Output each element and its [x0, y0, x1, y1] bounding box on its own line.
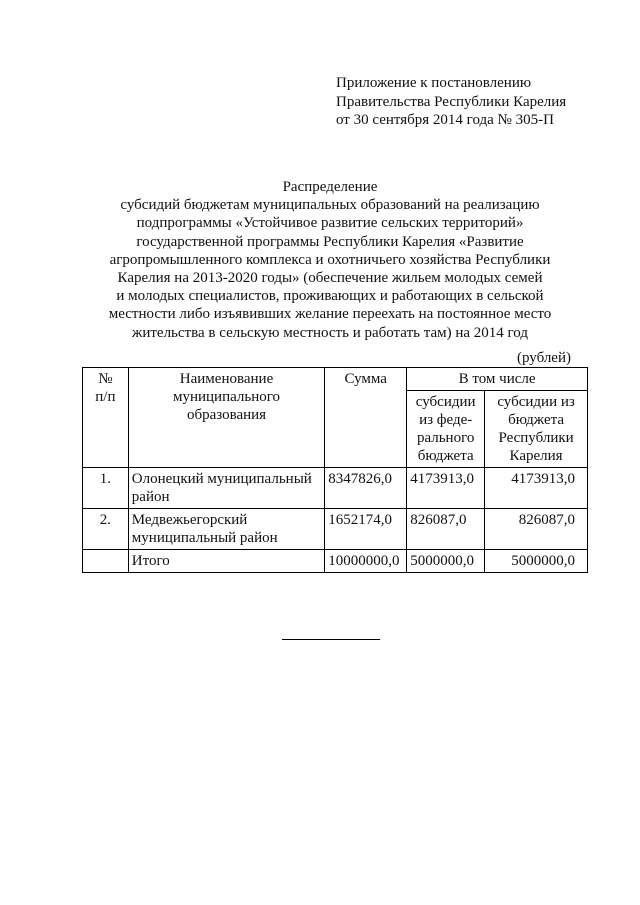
document-title: Распределение	[282, 179, 378, 195]
total-sum: 10000000,0	[325, 550, 407, 573]
currency-unit-label: (рублей)	[516, 350, 571, 366]
header-federal-subsidy: субсидии из феде- рального бюджета	[407, 391, 485, 468]
row-municipality: Медвежьегорский муниципальный район	[128, 509, 324, 550]
heading-line: и молодых специалистов, проживающих и работающих в сельской	[116, 288, 544, 305]
total-federal: 5000000,0	[407, 550, 485, 573]
row-sum: 1652174,0	[325, 509, 407, 550]
annex-line-3: от 30 сентября 2014 года № 305-П	[336, 112, 554, 128]
row-number: 2.	[83, 509, 129, 550]
header-sum: Сумма	[325, 368, 407, 468]
subsidy-table	[82, 367, 588, 573]
table-row	[83, 509, 588, 550]
annex-line-1: Приложение к постановлению	[336, 75, 532, 91]
heading-line: субсидий бюджетам муниципальных образований на реализацию	[120, 197, 540, 214]
row-regional: 4173913,0	[485, 468, 588, 509]
row-federal: 4173913,0	[407, 468, 485, 509]
row-number: 1.	[83, 468, 129, 509]
heading-line: государственной программы Республики Карелия «Развитие	[136, 233, 524, 250]
heading-line: агропромышленного комплекса и охотничьего хозяйства Республики	[109, 251, 551, 268]
total-number	[83, 550, 129, 573]
row-sum: 8347826,0	[325, 468, 407, 509]
closing-divider	[282, 639, 380, 640]
row-federal: 826087,0	[407, 509, 485, 550]
heading-line: местности либо изъявивших желание переехать на постоянное место	[108, 306, 552, 323]
row-municipality: Олонецкий муниципальный район	[128, 468, 324, 509]
header-including: В том числе	[407, 368, 588, 391]
annex-line-2: Правительства Республики Карелия	[336, 93, 567, 110]
heading-line: Карелия на 2013-2020 годы» (обеспечение жильем молодых семей	[117, 270, 543, 287]
table-header-row	[83, 368, 588, 391]
document-heading	[60, 178, 600, 342]
row-regional: 826087,0	[485, 509, 588, 550]
total-regional: 5000000,0	[485, 550, 588, 573]
header-number: № п/п	[83, 368, 129, 468]
annex-block	[336, 74, 566, 130]
table-total-row	[83, 550, 588, 573]
table-row	[83, 468, 588, 509]
header-municipality: Наименование муниципального образования	[128, 368, 324, 468]
heading-line: жительства в сельскую местность и работать там) на 2014 год	[131, 324, 529, 341]
total-label: Итого	[128, 550, 324, 573]
header-regional-subsidy: субсидии из бюджета Республики Карелия	[485, 391, 588, 468]
heading-line: подпрограммы «Устойчивое развитие сельских территорий»	[136, 215, 524, 232]
